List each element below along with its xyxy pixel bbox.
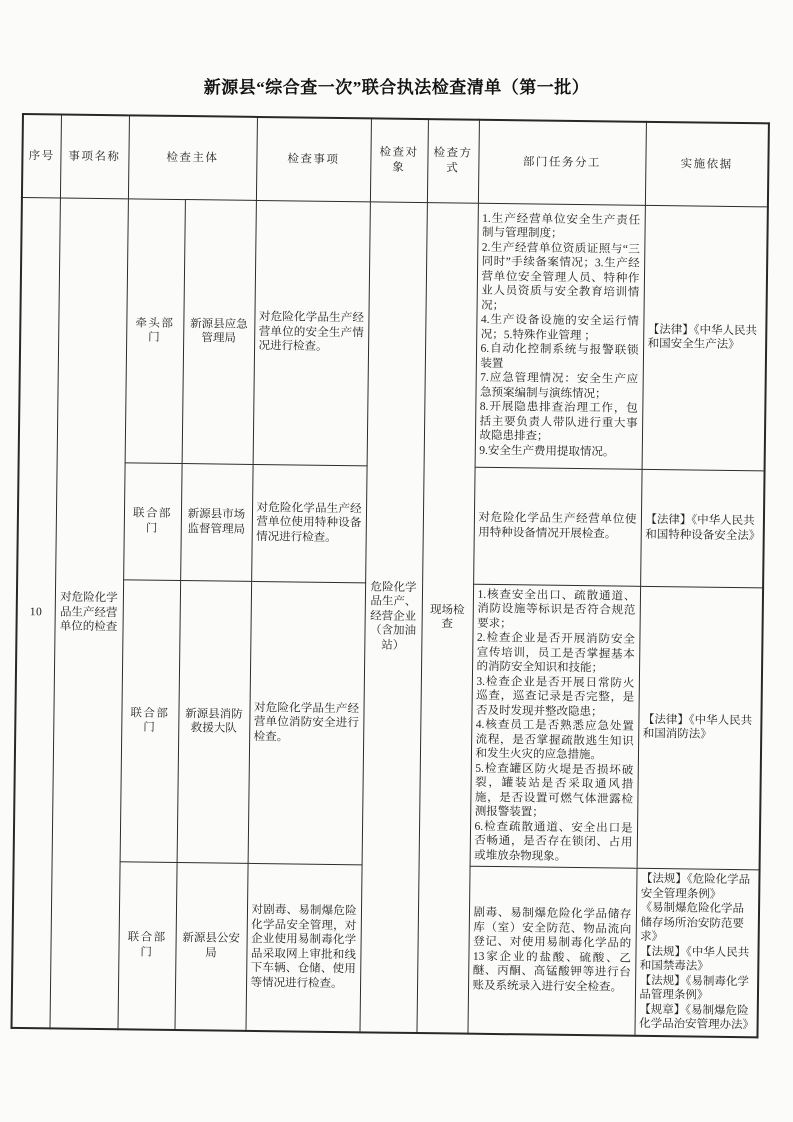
header-row [22,114,769,206]
agency-cell-fire-rescue: 新源县消防救援大队 [177,580,252,863]
header-basis: 实施依据 [645,122,769,207]
basis-cell-3: 【法律】《中华人民共和国消防法》 [637,586,764,870]
page-title: 新源县“综合查一次”联合执法检查清单（第一批） [203,78,590,97]
agency-cell-emergency-bureau: 新源县应急管理局 [182,199,256,464]
header-item-name: 事项名称 [60,114,129,198]
basis-cell-1: 【法律】《中华人民共和国安全生产法》 [642,205,768,471]
agency-cell-market-bureau: 新源县市场监督管理局 [180,463,252,581]
tasks-cell-3: 1.核查安全出口、疏散通道、消防设施等标识是否符合规范要求； 2.检查企业是否开展消防安全宣传培训，员工是否掌握基本的消防安全知识和技能； 3.检查企业是否开展日常防火巡查，巡查记录是否完整，是否及时发现并整改隐患； 4.核查员工是否熟悉应急处置流程，是否掌握疏散逃生知识和发生火灾的应急措施。 5.检查罐区防火堤是否损坏破裂，罐装站是否采取通风措施，是否设置可燃气体泄露检测报警装置； 6.检查疏散通道、安全出口是否畅通，是否存在锁闭、占用或堆放杂物现象。 [470,584,641,869]
header-inspector: 检查主体 [128,115,257,200]
header-tasks: 部门任务分工 [478,120,646,205]
agency-cell-public-security: 新源县公安局 [174,863,247,1031]
role-cell-lead: 牵头部门 [125,198,185,463]
method-cell: 现场检查 [416,202,477,1033]
role-cell-joint-2: 联合部门 [120,579,181,862]
inspection-table-container [10,113,769,1038]
basis-cell-4: 【法规】《危险化学品安全管理条例》 《易制爆危险化学品储存场所治安防范要求》 【法规】《中华人民共和国禁毒法》 【法规】《易制毒化学品管理条例》 【规章】《易制爆危险化学品治安管理办法》 [634,868,759,1037]
header-matters: 检查事项 [256,117,371,201]
serial-cell: 10 [12,197,60,1028]
matters-cell-3: 对危险化学品生产经营单位消防安全进行检查。 [248,581,366,865]
tasks-cell-1: 1.生产经营单位安全生产责任制与管理制度； 2.生产经营单位资质证照与“三同时”手续备案情况；3.生产经营单位安全管理人员、特种作业人员资质与安全教育培训情况； 4.生产设备设施的安全运行情况；5.特殊作业管理 ； 6.自动化控制系统与报警联锁装置 7.应急管理情况：安全生产应急预案编制与演练情况； 8.开展隐患排查治理工作，包括主要负责人带队进行重大事故隐患排查； 9.安全生产费用提取情况。 [475,203,645,469]
header-target: 检查对象 [370,118,428,202]
item-name-cell: 对危险化学品生产经营单位的检查 [50,197,128,1028]
matters-cell-4: 对剧毒、易制爆危险化学品安全管理，对企业使用易制毒化学品采取网上审批和线下车辆、仓储、使用等情况进行检查。 [245,863,361,1031]
tasks-cell-4: 剧毒、易制爆危险化学品储存库（室）安全防范、物品流向登记、对使用易制毒化学品的13家企业的盐酸、硫酸、乙醚、丙酮、高锰酸钾等进行台账及系统录入进行安全检查。 [467,866,636,1035]
role-cell-joint-1: 联合部门 [123,462,181,580]
header-method: 检查方式 [427,119,479,203]
matters-cell-1: 对危险化学品生产经营单位的安全生产情况进行检查。 [253,200,370,465]
matters-cell-2: 对危险化学品生产经营单位使用特种设备情况进行检查。 [251,464,366,582]
role-cell-joint-3: 联合部门 [117,862,176,1030]
basis-cell-2: 【法律】《中华人民共和国特种设备安全法》 [640,469,764,588]
tasks-cell-2: 对危险化学品生产经营单位使用特种设备情况开展检查。 [473,467,641,586]
inspection-table [10,113,769,1038]
header-serial: 序号 [22,114,61,197]
table-row-lead-dept [19,197,768,470]
target-cell: 危险化学品生产、经营企业（含加油站） [359,201,426,1032]
